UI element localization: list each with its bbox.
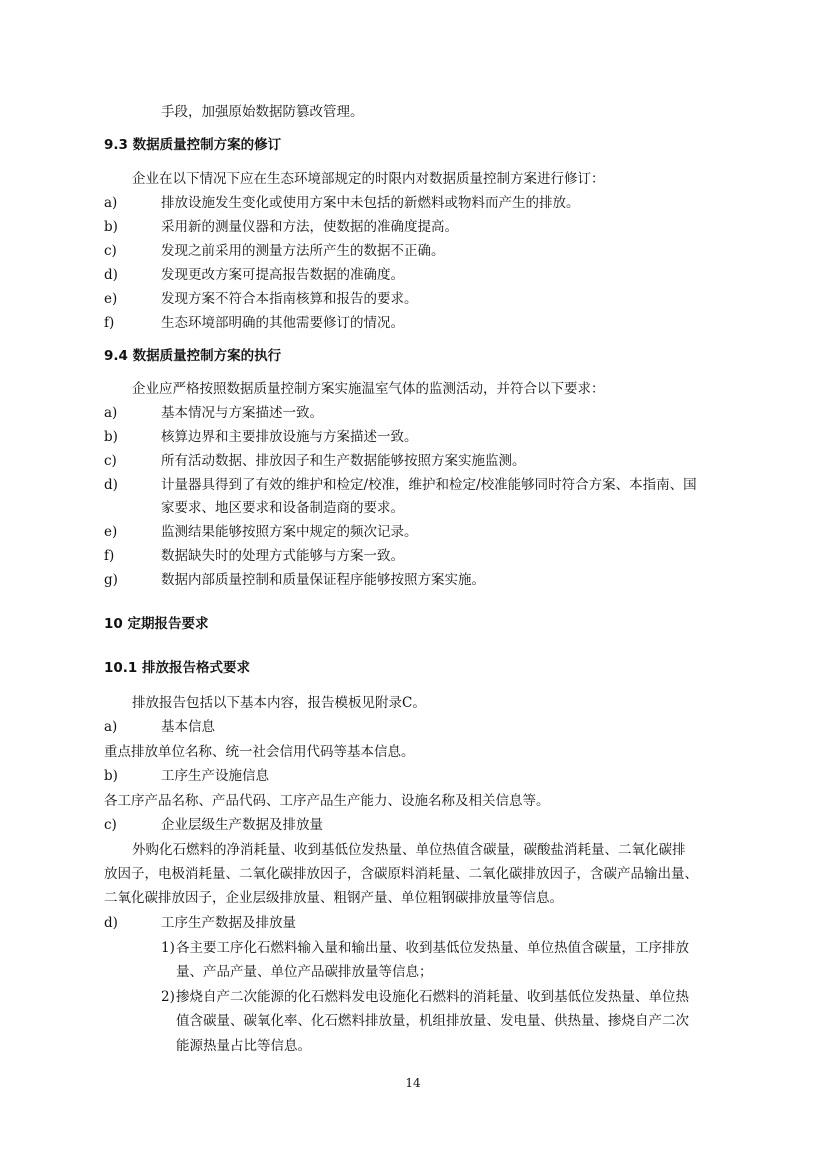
document-page: 手段，加强原始数据防篡改管理。 9.3 数据质量控制方案的修订 企业在以下情况下应在生态环境部规定的时限内对数据质量控制方案进行修订： a) 排放设施发生变化或使用方案中未包括的新燃料或物料而产生的排放。 b) 采用新的测量仪器和方法，使数据的准确度提高。 c) 发现之前采用的测量方法所产生的数据不正确。 d) 发现更改方案可提高报告数据的准确度。 e) 发现方案不符合本指南核算和报告的要求。 f) 生态环境部明确的其他需要修订的情况。 9.4 数据质量控制方案的执行 企业应严格按照数据质量控制方案实施温室气体的监测活动，并符合以下要求： a) 基本情况与方案描述一致。 b) 核算边界和主要排放设施与方案描述一致。 c) 所有活动数据、排放因子和生产数据能够按照方案实施监测。 d) 计量器具得到了有效的维护和检定/校准，维护和检定/校准能够同时符合方案、本指南、国 家要求、地区要求和设备制造商的要求。 e) 监测结果能够按照方案中规定的频次记录。 f) 数据缺失时的处理方式能够与方案一致。 g) 数据内部质量控制和质量保证程序能够按照方案实施。 10 定期报告要求 10.1 排放报告格式要求 排放报告包括以下基本内容，报告模板见附录C。 a) 基本信息 重点排放单位名称、统一社会信用代码等基本信息。 b) 工序生产设施信息 各工序产品名称、产品代码、工序产品生产能力、设施名称及相关信息等。 c) 企业层级生产数据及排放量 外购化石燃料的净消耗量、收到基低位发热量、单位热值含碳量，碳酸盐消耗量、二氧化碳排 放因子，电极消耗量、二氧化碳排放因子，含碳原料消耗量、二氧化碳排放因子，含碳产品输出量、 二氧化碳排放因子，企业层级排放量、粗钢产量、单位粗钢碳排放量等信息。 d) 工序生产数据及排放量 1) 各主要工序化石燃料输入量和输出量、收到基低位发热量、单位热值含碳量，工序排放 量、产品产量、单位产品碳排放量等信息； 2) 掺烧自产二次能源的化石燃料发电设施化石燃料的消耗量、收到基低位发热量、单位热 值含碳量、碳氧化率、化石燃料排放量，机组排放量、发电量、供热量、掺烧自产二次 能源热量占比等信息。 14 (0, 0, 826, 1169)
section-heading-9-4: 9.4 数据质量控制方案的执行 (104, 348, 282, 364)
section-heading-10-1: 10.1 排放报告格式要求 (104, 660, 251, 676)
chapter-heading-10: 10 定期报告要求 (104, 616, 209, 632)
page-number: 14 (405, 1076, 421, 1090)
section-heading-9-3: 9.3 数据质量控制方案的修订 (104, 137, 282, 153)
